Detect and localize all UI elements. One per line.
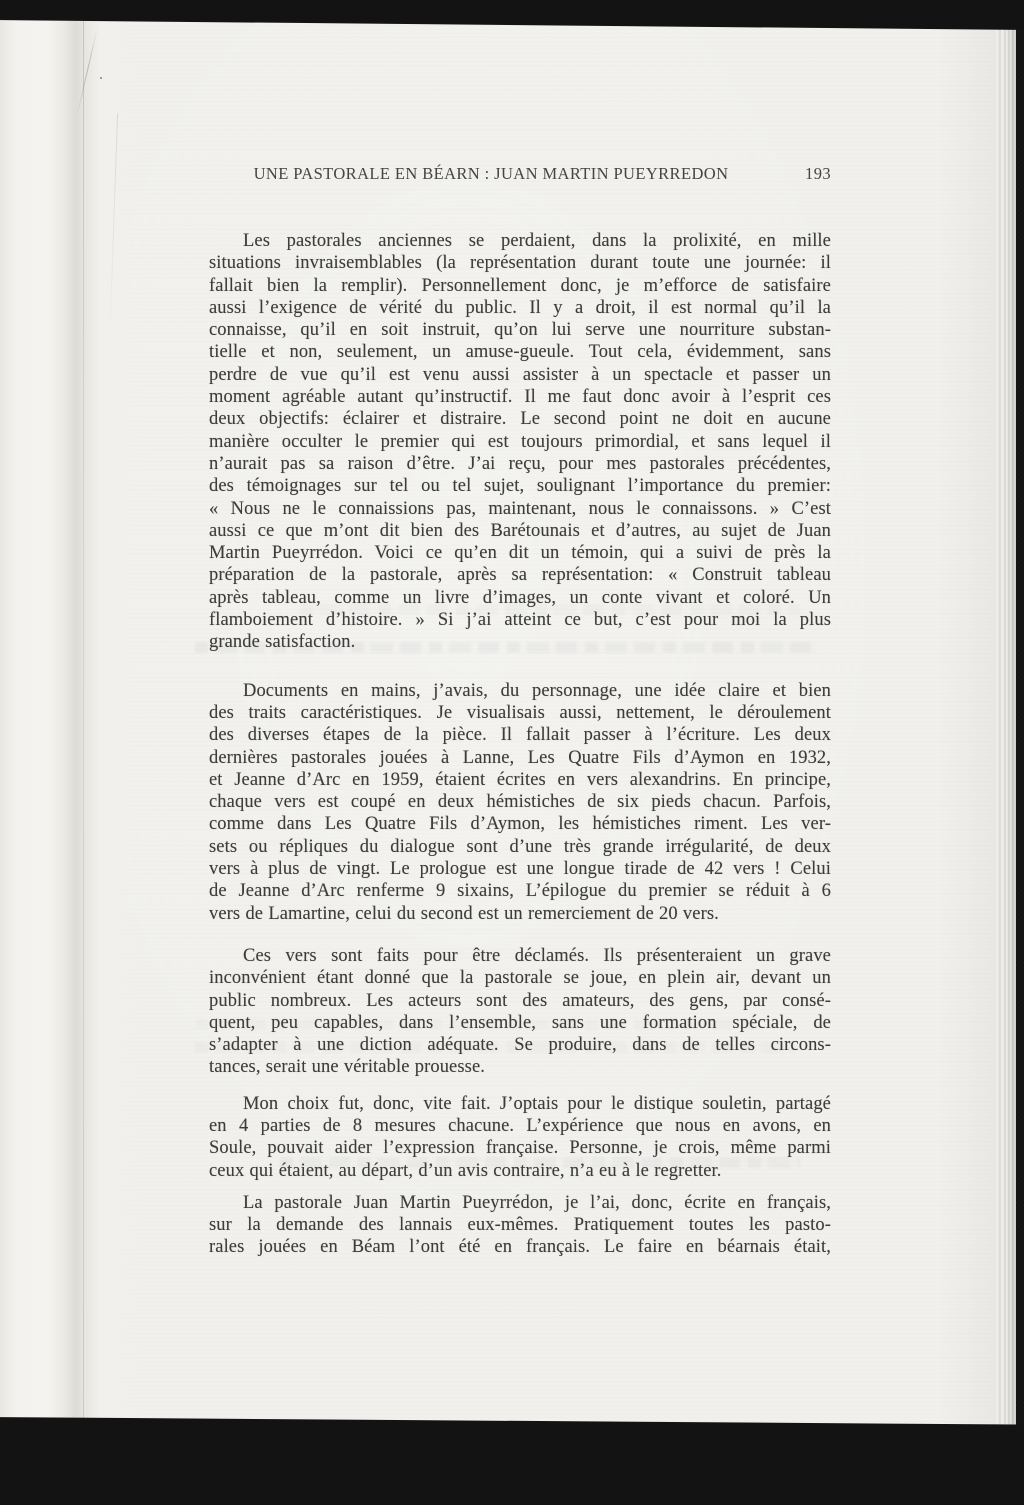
paragraph: [209, 1093, 831, 1182]
page-stack-edges: [996, 21, 1016, 1445]
text-line: chaque vers est coupé en deux hémistiches de six pieds chacun. Parfois,: [209, 792, 831, 813]
text-line: s’adapter à une diction adéquate. Se produire, dans de telles circons-: [209, 1035, 831, 1056]
paper-speck: [100, 77, 102, 79]
text-line: sur la demande des lannais eux-mêmes. Pratiquement toutes les pasto-: [209, 1215, 831, 1236]
text-line: des diverses étapes de la pièce. Il fallait passer à l’écriture. Les deux: [209, 725, 831, 746]
text-line: La pastorale Juan Martin Pueyrrédon, je l’ai, donc, écrite en français,: [243, 1192, 831, 1213]
text-line: public nombreux. Les acteurs sont des amateurs, des gens, par consé-: [209, 990, 831, 1011]
paragraph: [209, 680, 831, 925]
running-title: UNE PASTORALE EN BÉARN : JUAN MARTIN PUEYRREDON: [253, 164, 729, 183]
text-line: des témoignages sur tel ou tel sujet, soulignant l’importance du premier:: [209, 476, 831, 497]
text-line: connaisse, qu’il en soit instruit, qu’on lui serve une nourriture substan-: [209, 320, 831, 341]
page-gutter-shadow: [0, 21, 140, 1445]
text-line: manière occulter le premier qui est toujours primordial, et sans lequel il: [209, 431, 831, 452]
text-line: n’aurait pas sa raison d’être. J’ai reçu, pour mes pastorales précédentes,: [209, 453, 831, 474]
paper-crease: [109, 113, 118, 348]
paragraph: [209, 945, 831, 1079]
background-bottom-mask: [0, 1417, 1024, 1505]
text-line: moment agréable autant qu’instructif. Il me faut donc avoir à l’esprit ces: [209, 387, 831, 408]
page-header: [209, 164, 831, 186]
book-page: [0, 20, 1016, 1445]
text-line: comme dans Les Quatre Fils d’Aymon, les hémistiches riment. Les ver-: [209, 814, 831, 835]
body-text: [209, 230, 831, 1259]
text-line: Martin Pueyrrédon. Voici ce qu’en dit un témoin, qui a suivi de près la: [209, 543, 831, 564]
text-line: et Jeanne d’Arc en 1959, étaient écrites en vers alexandrins. En principe,: [209, 769, 831, 790]
text-line: sets ou répliques du dialogue sont d’une très grande irrégularité, de deux: [209, 836, 831, 857]
text-line: aussi l’exigence de vérité du public. Il y a droit, il est normal qu’il la: [209, 297, 831, 318]
text-line: grande satisfaction.: [209, 632, 356, 653]
text-line: préparation de la pastorale, après sa représentation: « Construit tableau: [209, 565, 831, 586]
text-line: flamboiement d’histoire. » Si j’ai atteint ce but, c’est pour moi la plus: [209, 610, 831, 631]
page-edge-shading: [936, 21, 996, 1445]
text-line: vers à plus de vingt. Le prologue est une longue tirade de 42 vers ! Celui: [209, 859, 831, 880]
paragraph: [209, 230, 831, 654]
text-line: Documents en mains, j’avais, du personnage, une idée claire et bien: [243, 680, 831, 701]
page-number: 193: [805, 164, 831, 183]
text-line: quent, peu capables, dans l’ensemble, sans une formation spéciale, de: [209, 1012, 831, 1033]
text-line: Ces vers sont faits pour être déclamés. Ils présenteraient un grave: [243, 945, 831, 966]
text-line: rales jouées en Béam l’ont été en français. Le faire en béarnais était,: [209, 1237, 831, 1258]
gutter-fold-line: [83, 21, 84, 1445]
text-line: ceux qui étaient, au départ, d’un avis contraire, n’a eu à le regretter.: [209, 1160, 722, 1181]
paragraph: [209, 1192, 831, 1259]
text-line: Mon choix fut, donc, vite fait. J’optais pour le distique souletin, partagé: [243, 1093, 831, 1114]
text-line: en 4 parties de 8 mesures chacune. L’expérience que nous en avons, en: [209, 1115, 831, 1136]
text-line: inconvénient étant donné que la pastorale se joue, en plein air, devant un: [209, 968, 831, 989]
text-line: deux objectifs: éclairer et distraire. Le second point ne doit en aucune: [209, 409, 831, 430]
text-line: fallait bien la remplir). Personnellement donc, je m’efforce de satisfaire: [209, 275, 831, 296]
text-line: situations invraisemblables (la représentation durant toute une journée: il: [209, 253, 831, 274]
text-line: aussi ce que m’ont dit bien des Barétounais et d’autres, au sujet de Juan: [209, 520, 831, 541]
text-line: dernières pastorales jouées à Lanne, Les Quatre Fils d’Aymon en 1932,: [209, 747, 831, 768]
text-line: des traits caractéristiques. Je visualisais aussi, nettement, le déroulement: [209, 702, 831, 723]
text-line: après tableau, comme un livre d’images, un conte vivant et coloré. Un: [209, 587, 831, 608]
text-line: vers de Lamartine, celui du second est un remerciement de 20 vers.: [209, 903, 719, 924]
text-line: tielle et non, seulement, un amuse-gueule. Tout cela, évidemment, sans: [209, 342, 831, 363]
text-line: « Nous ne le connaissions pas, maintenant, nous le connaissons. » C’est: [209, 498, 831, 519]
text-line: Soule, pouvait aider l’expression française. Personne, je crois, même parmi: [209, 1138, 831, 1159]
paper-crease: [76, 27, 98, 117]
text-line: de Jeanne d’Arc renferme 9 sixains, L’épilogue du premier se réduit à 6: [209, 881, 831, 902]
text-line: tances, serait une véritable prouesse.: [209, 1057, 485, 1078]
text-line: Les pastorales anciennes se perdaient, dans la prolixité, en mille: [243, 231, 831, 251]
text-line: perdre de vue qu’il est venu aussi assister à un spectacle et passer un: [209, 364, 831, 385]
